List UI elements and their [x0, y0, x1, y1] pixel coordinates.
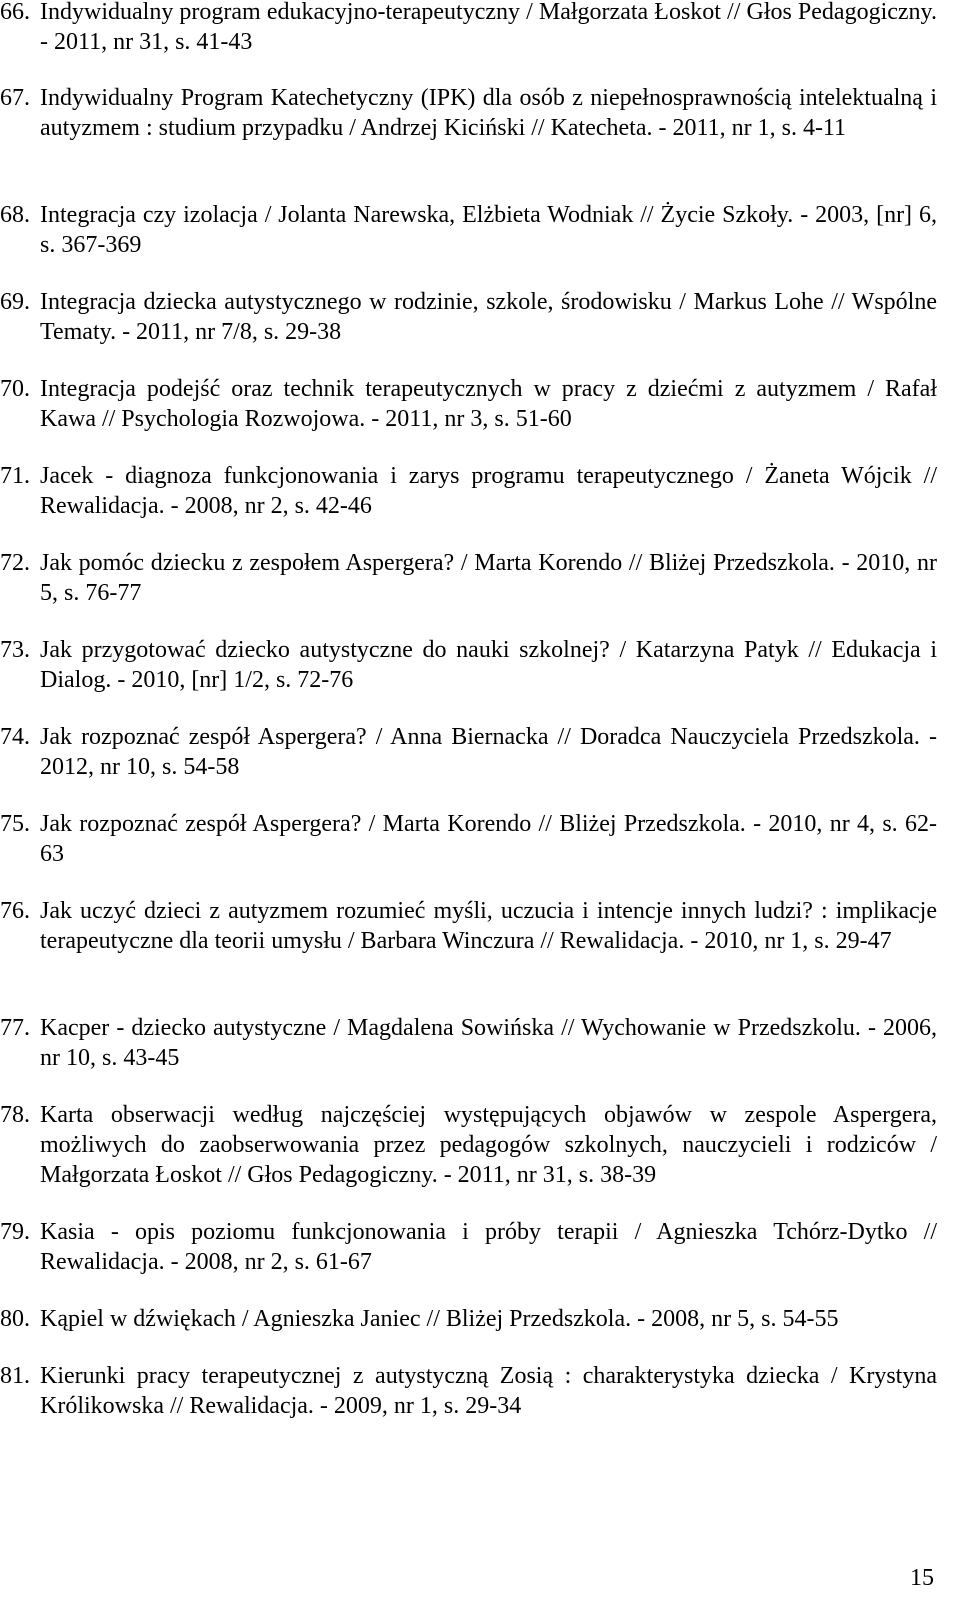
entry-number: 72.: [0, 550, 30, 576]
entry-number: 74.: [0, 724, 30, 750]
entry-text: Jak rozpoznać zespół Aspergera? / Anna Biernacka // Doradca Nauczyciela Przedszkola. - 2012, nr 10, s. 54-58: [40, 724, 937, 780]
bibliography-entry-76: [0, 896, 940, 956]
entry-text: Indywidualny program edukacyjno-terapeutyczny / Małgorzata Łoskot // Głos Pedagogiczny. - 2011, nr 31, s. 41-43: [40, 0, 937, 55]
entry-text: Jak uczyć dzieci z autyzmem rozumieć myśli, uczucia i intencje innych ludzi? : implikacje terapeutyczne dla teorii umysłu / Barbara Winczura // Rewalidacja. - 2010, nr 1, s. 29-47: [40, 898, 937, 954]
entry-number: 80.: [0, 1306, 30, 1332]
bibliography-entry-71: [0, 461, 940, 521]
bibliography-entry-68: [0, 200, 940, 260]
entry-number: 75.: [0, 811, 30, 837]
entry-text: Karta obserwacji według najczęściej występujących objawów w zespole Aspergera, możliwych do zaobserwowania przez pedagogów szkolnych, nauczycieli i rodziców / Małgorzata Łoskot // Głos Pedagogiczny. - 2011, nr 31, s. 38-39: [40, 1102, 937, 1188]
entry-number: 67.: [0, 85, 30, 111]
entry-number: 79.: [0, 1219, 30, 1245]
bibliography-entry-69: [0, 287, 940, 347]
bibliography-entry-73: [0, 635, 940, 695]
page-number: 15: [910, 1565, 934, 1591]
entry-text: Jak pomóc dziecku z zespołem Aspergera? / Marta Korendo // Bliżej Przedszkola. - 2010, nr 5, s. 76-77: [40, 550, 937, 606]
bibliography-entry-70: [0, 374, 940, 434]
entry-text: Kacper - dziecko autystyczne / Magdalena Sowińska // Wychowanie w Przedszkolu. - 2006, nr 10, s. 43-45: [40, 1015, 937, 1071]
entry-number: 77.: [0, 1015, 30, 1041]
entry-text: Kasia - opis poziomu funkcjonowania i próby terapii / Agnieszka Tchórz-Dytko // Rewalidacja. - 2008, nr 2, s. 61-67: [40, 1219, 937, 1275]
entry-number: 68.: [0, 202, 30, 228]
entry-text: Indywidualny Program Katechetyczny (IPK) dla osób z niepełnosprawnością intelektualną i autyzmem : studium przypadku / Andrzej Kiciński // Katecheta. - 2011, nr 1, s. 4-11: [40, 85, 937, 141]
bibliography-entry-72: [0, 548, 940, 608]
entry-number: 69.: [0, 289, 30, 315]
entry-number: 71.: [0, 463, 30, 489]
entry-number: 70.: [0, 376, 30, 402]
entry-text: Integracja dziecka autystycznego w rodzinie, szkole, środowisku / Markus Lohe // Wspólne Tematy. - 2011, nr 7/8, s. 29-38: [40, 289, 937, 345]
entry-text: Kąpiel w dźwiękach / Agnieszka Janiec // Bliżej Przedszkola. - 2008, nr 5, s. 54-55: [40, 1306, 839, 1332]
entry-text: Jak rozpoznać zespół Aspergera? / Marta Korendo // Bliżej Przedszkola. - 2010, nr 4, s. 62-63: [40, 811, 937, 867]
entry-text: Integracja podejść oraz technik terapeutycznych w pracy z dziećmi z autyzmem / Rafał Kawa // Psychologia Rozwojowa. - 2011, nr 3, s. 51-60: [40, 376, 937, 432]
bibliography-entry-81: [0, 1361, 940, 1421]
bibliography-entry-79: [0, 1217, 940, 1277]
bibliography-entry-66: [0, 0, 940, 57]
bibliography-entry-75: [0, 809, 940, 869]
bibliography-entry-67: [0, 83, 940, 143]
entry-text: Integracja czy izolacja / Jolanta Narewska, Elżbieta Wodniak // Życie Szkoły. - 2003, [nr] 6, s. 367-369: [40, 202, 937, 258]
entry-text: Jak przygotować dziecko autystyczne do nauki szkolnej? / Katarzyna Patyk // Edukacja i Dialog. - 2010, [nr] 1/2, s. 72-76: [40, 637, 937, 693]
bibliography-entry-80: [0, 1304, 940, 1334]
entry-number: 78.: [0, 1102, 30, 1128]
entry-number: 81.: [0, 1363, 30, 1389]
entry-number: 73.: [0, 637, 30, 663]
entry-number: 76.: [0, 898, 30, 924]
bibliography-entry-77: [0, 1013, 940, 1073]
bibliography-entry-78: [0, 1100, 940, 1190]
bibliography-entry-74: [0, 722, 940, 782]
entry-number: 66.: [0, 0, 30, 25]
entry-text: Kierunki pracy terapeutycznej z autystyczną Zosią : charakterystyka dziecka / Krystyna Królikowska // Rewalidacja. - 2009, nr 1, s. 29-34: [40, 1363, 937, 1419]
entry-text: Jacek - diagnoza funkcjonowania i zarys programu terapeutycznego / Żaneta Wójcik // Rewalidacja. - 2008, nr 2, s. 42-46: [40, 463, 937, 519]
